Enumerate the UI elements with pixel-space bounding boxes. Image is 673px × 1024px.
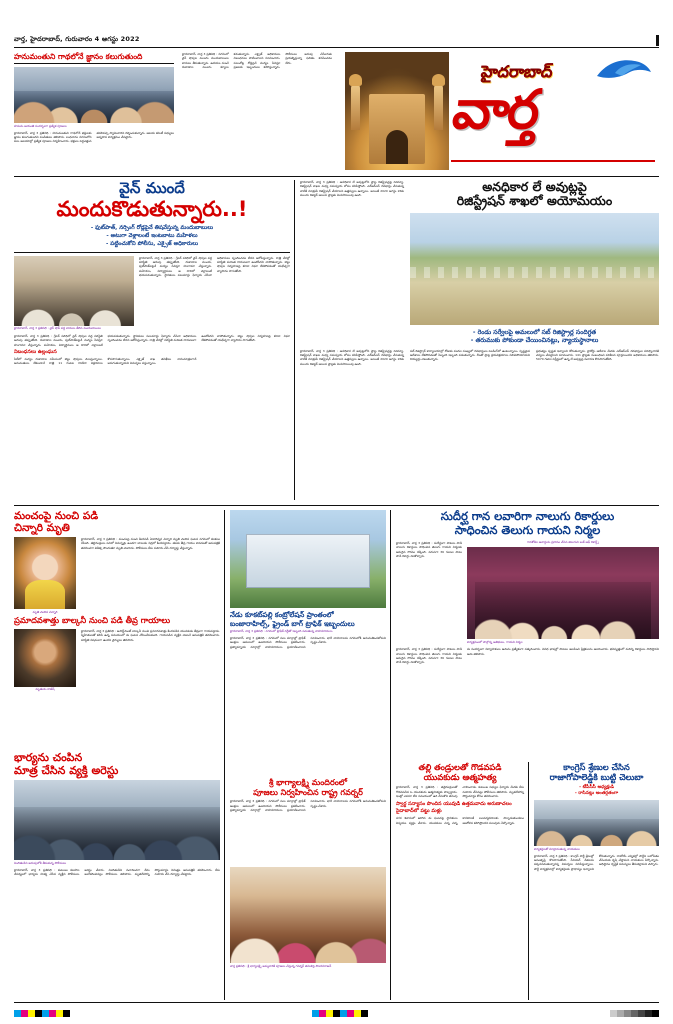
- record-body-right: ఈ సందర్భంగా నిర్వాహకులు ఆమెను ప్రత్యేకంగా సత్కరించారు. వివిధ భాషల్లో పాటలు ఆలపించి ప్రేక్షకులను అలరించారు. భవిష్యత్తులో మరిన్ని రికార్డులు సాధిస్తానని ఆమె తెలిపారు.: [467, 647, 659, 656]
- dateline: వార్త, హైదరాబాద్, గురువారం 4 ఆగస్టు 2022: [14, 35, 140, 43]
- record-top-caption: గానకోకిల అవార్డును ప్రదానం చేసిన తెలుగుని బుక్ ఆఫ్ రికార్డ్స్: [527, 540, 599, 545]
- temple-headline-1: శ్రీ భాగ్యాలక్ష్మి మందిరంలో: [269, 778, 347, 787]
- city-headline-2: బంజారాహిల్స్, ఫ్రైండ్ బాగ్ ట్రాఫిక్ ఇబ్బందులు: [230, 619, 355, 628]
- city-photo-caption: హైదరాబాద్, వార్త 3 ప్రతినిధి : నగరంలో ట్రాఫిక్ రద్దీతో ఇబ్బంది పడుతున్న వాహనదారులు: [230, 629, 333, 634]
- logo-underline: [451, 160, 655, 162]
- reg-body-right: ప్రభుత్వం స్పష్టత ఇవ్వాలని కోరుతున్నారు. హైకోర్టు ఆదేశాల మేరకు ఎల్ఆర్ఎస్ దరఖాస్తుల పరిష్కారానికి చర్యలు చేపట్టాలని సూచించారు. 141 ప్లాట్లకు సంబంధించి పరిశీలన పూర్తయిందని అధికారులు తెలిపారు. 5070 గజాల విస్తీర్ణంలో ఉన్న లే అవుట్లపై విచారణ కొనసాగుతోంది.: [536, 348, 659, 362]
- dove-icon: [595, 56, 653, 90]
- charminar-photo: [345, 52, 449, 170]
- congress-body: హైదరాబాద్, వార్త 3 ప్రతినిధి : కాంగ్రెస్ పార్టీ శ్రేణుల్లో అసంతృప్తి కొనసాగుతోంది. సీనియర్ నేతలను పక్కనపెడుతున్నారన్న విమర్శలు వినిపిస్తున్నాయి. పార్టీ కార్యక్రమాల్లో కార్యకర్తలకు ప్రాధాన్యం ఇవ్వాలని కోరుతున్నారు. రాబోయే ఎన్నికల్లో పార్టీని బలోపేతం చేసేందుకు కృషి చేస్తామని నాయకులు పేర్కొన్నారు. అధిష్ఠానం దృష్టికి సమస్యలు తీసుకెళ్తామని చెప్పారు.: [534, 853, 659, 871]
- suicide-headline-1: తల్లి తండ్రులతో గొడవపడి: [418, 762, 502, 772]
- reg-body-left: హైదరాబాద్, వార్త 3 ప్రతినిధి : అనధికార లే అవుట్లలోని ప్లాట్ల రిజిస్ట్రేషన్లపై రెవెన్యూ, రిజిస్ట్రేషన్ శాఖల మధ్య సమన్వయ లోపం కనిపిస్తోంది. ఎల్ఆర్ఎస్ దరఖాస్తు చేసుకున్న వాటికి మాత్రమే రిజిస్ట్రేషన్ చేయాలని ఉత్తర్వులు ఉన్నాయి. అయితే 2020 ఆగస్టు 26కు ముందు రిజిస్టర్ అయిన ప్లాట్లకు మినహాయింపు ఉంది.: [300, 180, 404, 198]
- lead-photo-caption: హైదరాబాద్, వార్త 3 ప్రతినిధి : వైన్ షాప్ వద్ద బారులు తీరిన మందుబాబులు: [14, 326, 101, 330]
- bottom-rule: [14, 1002, 659, 1003]
- lead-bullet-2: - పట్టించుకోని పోలీసు, ఎక్సైజ్ అధికారులు: [105, 241, 199, 248]
- baby-photo: [14, 537, 76, 609]
- top-center-body: హైదరాబాద్, వార్త 3 ప్రతినిధి : నగరంలో వైన్ షాపుల ముందు మందుబాబులు బారులు తీరుతున్నారు. ఉదయం నుంచే దుకాణాల ముందు క్యూలు కడుతున్నారు. ఎక్సైజ్ అధికారులు నిబంధనలు పాటించాలని సూచించారు. పలుచోట్ల రోడ్లపైనే మద్యం సేవిస్తూ ప్రజలకు ఇబ్బందులు కలిగిస్తున్నారు. పోలీసులు అదుపు చేసేందుకు ప్రయత్నిస్తున్నా ఫలితం కనిపించడం లేదు.: [182, 52, 332, 70]
- column-rule-2: [224, 510, 225, 1000]
- column-rule-4: [528, 762, 529, 1000]
- lead-headline: మందుకొడుతున్నారు..!: [56, 196, 248, 221]
- reg-headline-1: అనధికార లే అవుట్లపై: [482, 179, 587, 194]
- congress-photo-caption: కార్యకర్తలతో మాట్లాడుతున్న నాయకులు: [534, 846, 580, 851]
- reg-body-left-cont: హైదరాబాద్, వార్త 3 ప్రతినిధి : అనధికార లే అవుట్లలోని ప్లాట్ల రిజిస్ట్రేషన్లపై రెవెన్యూ, రిజిస్ట్రేషన్ శాఖల మధ్య సమన్వయ లోపం కనిపిస్తోంది. ఎల్ఆర్ఎస్ దరఖాస్తు చేసుకున్న వాటికి మాత్రమే రిజిస్ట్రేషన్ చేయాలని ఉత్తర్వులు ఉన్నాయి. అయితే 2020 ఆగస్టు 26కు ముందు రిజిస్టర్ అయిన ప్లాట్లకు మినహాయింపు ఉంది.: [300, 348, 404, 366]
- congress-headline-2: రాజాగోపాలెడ్డికి బుట్టి చెలుబా: [549, 772, 644, 783]
- top-left-body: హైదరాబాద్, వార్త 3 ప్రతినిధి : హనుమంతుని గాథలోనే భక్తులకు జ్ఞానం కలుగుతుందని పండితులు తెలిపారు. బుధవారం నగరంలోని పలు ఆలయాల్లో ప్రత్యేక పూజలు నిర్వహించారు. భక్తులు పెద్దఎత్తున తరలివచ్చి స్వామివారిని దర్శించుకున్నారు. ఆలయ కమిటీ సభ్యులు అన్నదాన కార్యక్రమం చేపట్టారు.: [14, 130, 174, 144]
- logo-city-name: హైదరాబాద్: [479, 62, 554, 81]
- reg-bullet-1: - తరుముకు పోకుండా చేయించినట్లు, న్యాయస్థానాలు: [470, 336, 599, 344]
- arrest-headline-1: భార్యను చంపిన: [14, 751, 83, 764]
- masthead-rule: [14, 47, 659, 48]
- reg-photo: [410, 213, 659, 325]
- suicide-body: హైదరాబాద్, వార్త 3 ప్రతినిధి : తల్లిదండ్రులతో గొడవపడిన ఓ యువకుడు ఆత్మహత్యకు పాల్పడ్డాడు. ఇంట్లో ఎవరూ లేని సమయంలో ఉరి వేసుకొని తనువు చాలించాడు. కుటుంబ సభ్యుల ఫిర్యాదు మేరకు కేసు నమోదు చేసినట్లు పోలీసులు తెలిపారు. మృతదేహాన్ని పోస్టుమార్టం కోసం తరలించారు.: [396, 785, 524, 798]
- baby-body: హైదరాబాద్, వార్త 3 ప్రతినిధి : మంచంపై నుంచి కిందపడి ఏడాదిన్నర చిన్నారి మృతి చెందిన ఘటన నగరంలో కలకలం రేపింది. తల్లిదండ్రులు పనిలో నిమగ్నమై ఉండగా బాలుడు నిద్రలో కిందపడ్డాడు. తలకు తీవ్ర గాయం కావడంతో ఆసుపత్రికి తరలించగా చికిత్స పొందుతూ మృతి చెందాడు. పోలీసులు కేసు నమోదు చేసి దర్యాప్తు చేస్తున్నారు.: [81, 537, 220, 550]
- record-body-left: హైదరాబాద్, వార్త 3 ప్రతినిధి : సుదీర్ఘంగా పాటలు పాడి నాలుగు రికార్డులు సాధించిన తెలుగు గాయని నిర్మలకు అరుదైన గౌరవం దక్కింది. వరుసగా 36 గంటల పాటు పాడి రికార్డు నెలకొల్పారు.: [396, 541, 462, 559]
- temple-photo-caption: వార్త ప్రతినిధి : శ్రీ భాగ్యలక్ష్మి అమ్మవారికి పూజలు చేస్తున్న గవర్నర్ తమిళిసై సౌందరరాజన్: [230, 963, 332, 968]
- city-photo: [230, 510, 386, 608]
- lead-photo: [14, 256, 134, 326]
- record-headline-1: సుదీర్ఘ గాన లవారిగా నాలుగు రికార్డులు: [440, 509, 615, 523]
- city-headline-1: నేడు కూకట్‌పల్లి కంట్రోలేషన్ ప్రాంతంలో: [230, 611, 334, 619]
- congress-headline-1: కాంగ్రెస్ శ్రేణుల చేసిన: [563, 762, 630, 772]
- city-body: హైదరాబాద్, వార్త 3 ప్రతినిధి : నగరంలో పలు మార్గాల్లో ట్రాఫిక్ ఆంక్షలు అమలులో ఉంటాయని పోలీసులు ప్రకటించారు. ప్రత్యామ్నాయ మార్గాల్లో వాహనదారులు ప్రయాణించాలని సూచించారు. భారీ వాహనాలను నగరంలోకి అనుమతించబోమని స్పష్టం చేశారు.: [230, 635, 386, 649]
- lead-bullet-1: - అటుగా వెళ్లాలంటే ఇంటబాటు మహిళలు: [106, 233, 198, 240]
- colorbar-right-grayscale: [610, 1010, 659, 1017]
- suicide-headline-2: యువకుడు ఆత్మహత్య: [423, 772, 497, 783]
- lead-body-2: సిటీలో మద్యం దుకాణాల సమీపంలో బెల్టు షాపులు వెలుస్తున్నాయి. అనుమతులు లేకుండానే రాత్రి 11 గంటల దాటినా విక్రయాలు కొనసాగుతున్నాయి. ఎక్సైజ్ శాఖ తనిఖీలు నామమాత్రంగానే జరుగుతున్నాయని విమర్శలు వస్తున్నాయి.: [14, 356, 197, 366]
- record-photo-caption: కార్యక్రమంలో పాల్గొన్న అతిథులు, గాయని నిర్మల: [467, 639, 523, 644]
- arrest-photo: [14, 780, 220, 860]
- color-registration-bars: [14, 1008, 659, 1018]
- column-rule-3: [390, 510, 391, 1000]
- accident-photo-caption: మృతుడు రాజేష్: [35, 687, 55, 692]
- arrest-photo-caption: నిందితుడిని అదుపులోకి తీసుకున్న పోలీసులు: [14, 860, 67, 865]
- baby-photo-caption: మృతి చెందిన చిన్నారి: [32, 609, 58, 614]
- reg-body-mid: సబ్ రిజిస్ట్రార్ కార్యాలయాల్లో రోజుకు వందల సంఖ్యలో దరఖాస్తులు పెండింగ్‌లో ఉంటున్నాయి. స్పష్టమైన ఆదేశాలు లేకపోవడంతో సిబ్బంది ఇబ్బంది పడుతున్నారు. దీంతో ప్లాట్ల క్రయవిక్రయాలు నిలిచిపోయాయని రియల్టర్లు చెబుతున్నారు.: [410, 348, 530, 362]
- logo-masthead-title: వార్త: [449, 78, 542, 141]
- top-left-photo: [14, 67, 174, 123]
- accident-photo: [14, 629, 76, 687]
- lead-body-main: హైదరాబాద్, వార్త 3 ప్రతినిధి : గ్రేటర్ పరిధిలో వైన్ షాపుల వద్ద పరిస్థితి అదుపు తప్పుతోంది. దుకాణాల ముందు, ఫుట్‌పాత్‌లపైనే మద్యం సేవిస్తూ హంగామా చేస్తున్నారు. మహిళలు, విద్యార్థినులు ఆ దారిలో వెళ్లాలంటే భయపడుతున్నారు. స్థానికులు పలుమార్లు ఫిర్యాదు చేసినా అధికారులు స్పందించడం లేదని ఆరోపిస్తున్నారు. రాత్రి వేళల్లో పరిస్థితి మరింత దారుణంగా ఉంటోందని వాపోతున్నారు. బెల్టు షాపుల నిర్వహణపై కూడా నిఘా లేకపోవడంతో యథేచ్ఛగా వ్యాపారం సాగుతోంది.: [14, 333, 290, 347]
- lead-bullet-0: - ఫుట్‌పాత్, నర్సింగ్ రోడ్లపైనే తిషవేస్తున్న మందుబాబులు: [90, 225, 214, 232]
- record-body-left-cont: హైదరాబాద్, వార్త 3 ప్రతినిధి : సుదీర్ఘంగా పాటలు పాడి నాలుగు రికార్డులు సాధించిన తెలుగు గాయని నిర్మలకు అరుదైన గౌరవం దక్కింది. వరుసగా 36 గంటల పాటు పాడి రికార్డు నెలకొల్పారు.: [396, 647, 462, 665]
- temple-body: హైదరాబాద్, వార్త 3 ప్రతినిధి : నగరంలో పలు మార్గాల్లో ట్రాఫిక్ ఆంక్షలు అమలులో ఉంటాయని పోలీసులు ప్రకటించారు. ప్రత్యామ్నాయ మార్గాల్లో వాహనదారులు ప్రయాణించాలని సూచించారు. భారీ వాహనాలను నగరంలోకి అనుమతించబోమని స్పష్టం చేశారు.: [230, 799, 386, 812]
- masthead-edge-mark: [656, 35, 659, 46]
- temple-headline-2: పూజలు నిర్వహించిన రాష్ట్ర గవర్నర్: [253, 787, 363, 797]
- accident-body: హైదరాబాద్, వార్త 3 ప్రతినిధి : అపార్ట్‌మెంట్ బాల్కనీ నుంచి ప్రమాదవశాత్తు కిందపడిన యువకుడు తీవ్రంగా గాయపడ్డాడు. స్నేహితులతో కలిసి ఉన్న సమయంలో ఈ ఘటన చోటుచేసుకుంది. గాయపడిన వ్యక్తిని వెంటనే ఆసుపత్రికి తరలించారు. పరిస్థితి విషమంగా ఉందని వైద్యులు తెలిపారు.: [81, 628, 220, 642]
- top-left-headline: హనుమంతుని గాథలోనే జ్ఞానం కలుగుతుంది: [14, 52, 143, 61]
- top-left-photo-caption: హనుమ జయంతి సందర్భంగా ప్రత్యేక పూజలు: [14, 123, 67, 128]
- lead-kicker: వైన్ ముందే: [119, 179, 185, 197]
- congress-bullet-0: - టీపీసీసీ అధ్యక్షుడి: [579, 785, 614, 791]
- record-photo: [467, 547, 659, 639]
- reg-headline-2: రిజిస్ట్రేషన్ శాఖలో అయోమయం: [456, 193, 613, 209]
- reg-bullet-0: - రెండు సర్వేలపై అమలులో సబ్ రిజిస్ట్రార్ల సందిగ్ధత: [472, 328, 597, 336]
- suicide-subhead: స్వార్థ సన్యాసం పొందిన యువుడి ఉత్తమవాదు అరుణాచలం సైదాబాద్‌లో పట్టు మళ్లు: [396, 801, 512, 814]
- colorbar-left: [14, 1010, 70, 1017]
- suicide-body-2: నగర శివారులో జరిగిన ఈ ఘటనపై స్థానికులు విస్మయం వ్యక్తం చేశారు. యువకులు చిన్న చిన్న కారణాలకే బలవన్మరణాలకు పాల్పడుతుండటం ఆందోళన కలిగిస్తోందని పలువురు పేర్కొన్నారు.: [396, 816, 524, 825]
- section-rule-2: [14, 505, 659, 506]
- accident-headline: ప్రమాదవశాత్తు బాల్కనీ నుంచి పడి తీవ్ర గాయాలు: [14, 615, 171, 625]
- colorbar-center: [312, 1010, 368, 1017]
- newspaper-logo: [447, 52, 659, 170]
- masthead-bar: [14, 34, 659, 46]
- lead-body-top: హైదరాబాద్, వార్త 3 ప్రతినిధి : గ్రేటర్ పరిధిలో వైన్ షాపుల వద్ద పరిస్థితి అదుపు తప్పుతోంది. దుకాణాల ముందు, ఫుట్‌పాత్‌లపైనే మద్యం సేవిస్తూ హంగామా చేస్తున్నారు. మహిళలు, విద్యార్థినులు ఆ దారిలో వెళ్లాలంటే భయపడుతున్నారు. స్థానికులు పలుమార్లు ఫిర్యాదు చేసినా అధికారులు స్పందించడం లేదని ఆరోపిస్తున్నారు. రాత్రి వేళల్లో పరిస్థితి మరింత దారుణంగా ఉంటోందని వాపోతున్నారు. బెల్టు షాపుల నిర్వహణపై కూడా నిఘా లేకపోవడంతో యథేచ్ఛగా వ్యాపారం సాగుతోంది.: [139, 255, 290, 277]
- arrest-headline-2: మాత్ర చేసిన వ్యక్తి అరెస్టు: [14, 763, 119, 777]
- arrest-body: హైదరాబాద్, వార్త 3 ప్రతినిధి : కుటుంబ కలహాల నేపథ్యంలో భార్యను హత్య చేసిన వ్యక్తిని పోలీసులు అరెస్టు చేశారు. నిందితుడిని విచారించగా నేరం అంగీకరించినట్లు పోలీసులు తెలిపారు. మృతదేహాన్ని పోస్టుమార్టం నిమిత్తం ఆసుపత్రికి తరలించారు. కేసు నమోదు చేసి దర్యాప్తు చేపట్టారు.: [14, 867, 220, 877]
- congress-bullet-1: - రాసినట్లు అంతర్గతంగా: [574, 791, 619, 797]
- lead-subhead: నిబంధనలు ఉల్లంఘన: [14, 348, 57, 355]
- temple-photo: [230, 867, 386, 963]
- baby-headline-2: చిన్నారి మృతి: [14, 522, 70, 535]
- congress-photo: [534, 800, 659, 846]
- baby-headline-1: మంచంపై నుంచి పడి: [14, 510, 99, 522]
- section-rule-1: [14, 176, 659, 177]
- record-headline-2: సాధించిన తెలుగు గాయని నిర్మల: [454, 522, 601, 537]
- column-rule-1: [294, 180, 295, 500]
